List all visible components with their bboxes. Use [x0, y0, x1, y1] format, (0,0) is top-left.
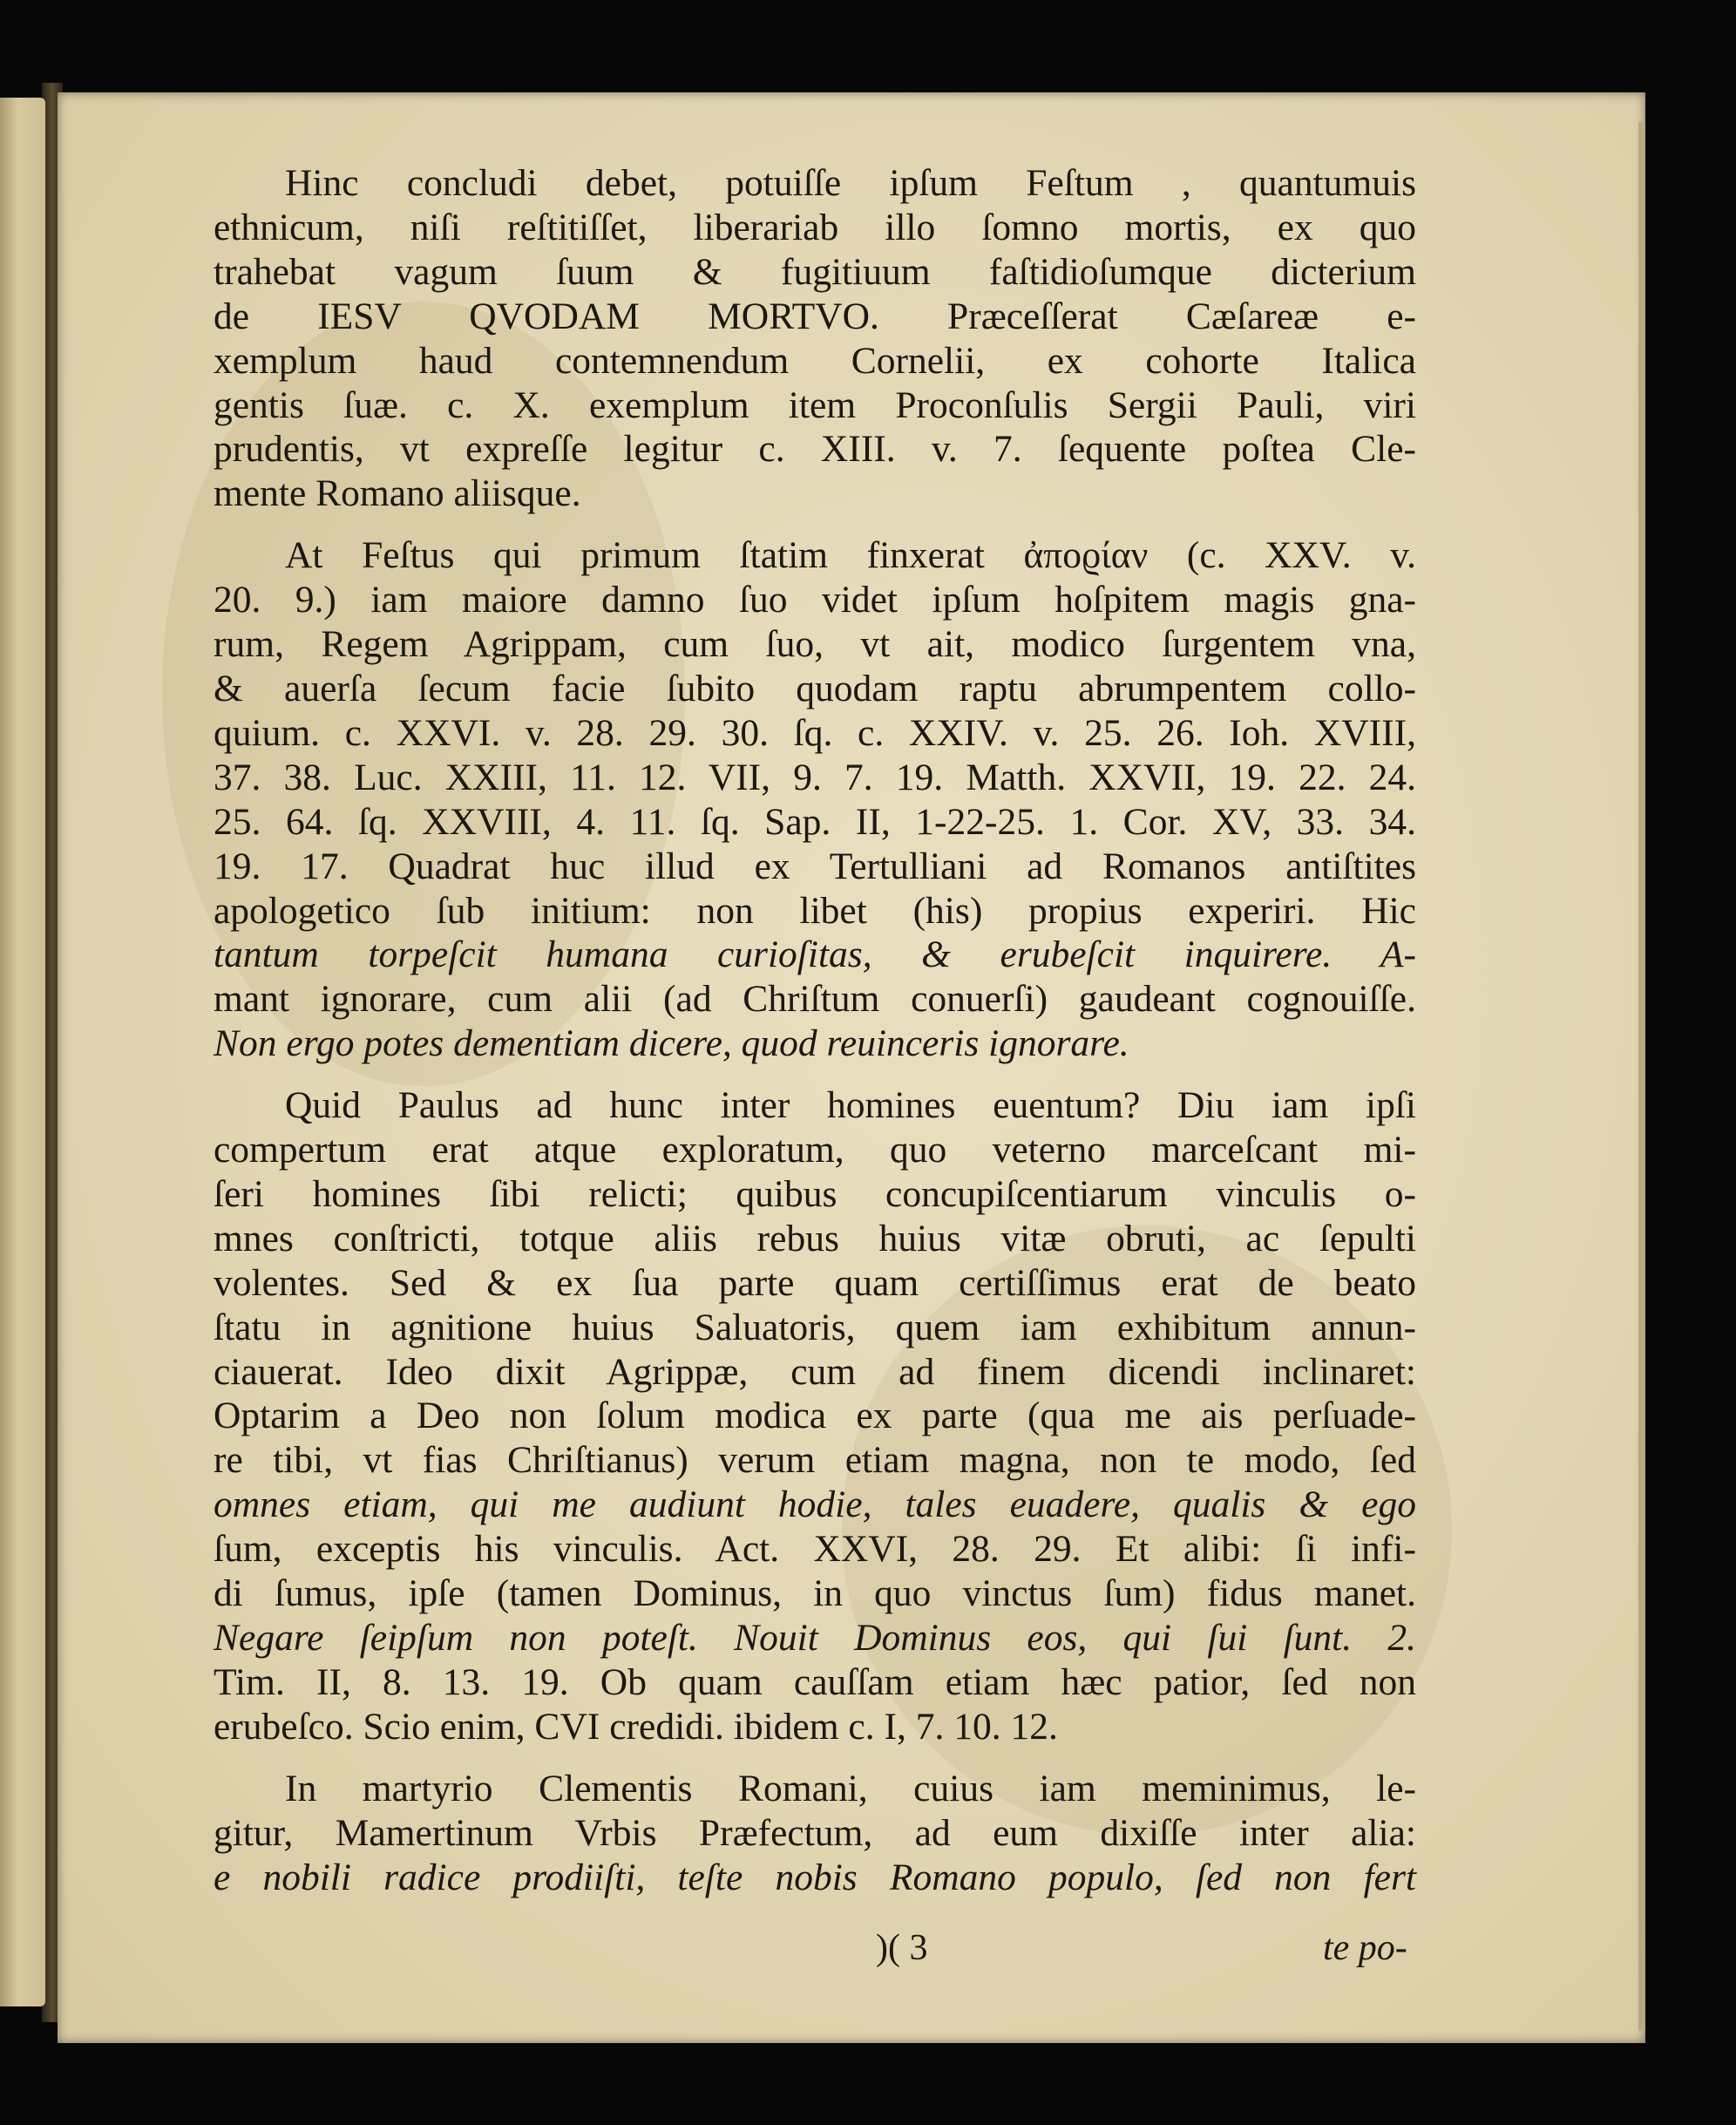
- text-line: Optarim a Deo non ſolum modica ex parte (qua me ais perſuade-: [214, 1395, 1416, 1437]
- text-line: e nobili radice prodiiſti, teſte nobis Romano populo, ſed non fert: [214, 1856, 1416, 1898]
- text-line: quium. c. XXVI. v. 28. 29. 30. ſq. c. XXIV. v. 25. 26. Ioh. XVIII,: [214, 711, 1416, 754]
- text-line: prudentis, vt expreſſe legitur c. XIII. v. 7. ſequente poſtea Cle-: [214, 428, 1416, 471]
- text-line: Non ergo potes dementiam dicere, quod reuinceris ignorare.: [214, 1022, 1129, 1065]
- text-line: 19. 17. Quadrat huc illud ex Tertulliani ad Romanos antiſtites: [214, 845, 1416, 887]
- text-line: rum, Regem Agrippam, cum ſuo, vt ait, modico ſurgentem vna,: [214, 623, 1416, 666]
- text-line: 25. 64. ſq. XXVIII, 4. 11. ſq. Sap. II, 1-22-25. 1. Cor. XV, 33. 34.: [214, 800, 1416, 843]
- text-line: ciauerat. Ideo dixit Agrippæ, cum ad finem dicendi inclinaret:: [214, 1350, 1416, 1393]
- text-line: re tibi, vt fias Chriſtianus) verum etiam magna, non te modo, ſed: [214, 1439, 1416, 1482]
- text-line: Hinc concludi debet, potuiſſe ipſum Feſtum , quantumuis: [285, 162, 1416, 204]
- text-line: tantum torpeſcit humana curioſitas, & erubeſcit inquirere. A-: [214, 934, 1416, 976]
- text-line: di ſumus, ipſe (tamen Dominus, in quo vinctus ſum) fidus manet.: [214, 1572, 1416, 1615]
- text-line: Tim. II, 8. 13. 19. Ob quam cauſſam etiam hæc patior, ſed non: [214, 1660, 1416, 1703]
- page-text: [214, 161, 1416, 1899]
- text-line: At Feſtus qui primum ſtatim finxerat ἀποϱίαν (c. XXV. v.: [285, 534, 1416, 577]
- text-line: Negare ſeipſum non poteſt. Nouit Dominus eos, qui ſui ſunt. 2.: [214, 1617, 1416, 1659]
- signature-mark: )( 3: [876, 1928, 928, 1968]
- text-line: erubeſco. Scio enim, CVI credidi. ibidem c. I, 7. 10. 12.: [214, 1705, 1058, 1748]
- text-line: ſeri homines ſibi relicti; quibus concupiſcentiarum vinculis o-: [214, 1172, 1416, 1215]
- text-line: mant ignorare, cum alii (ad Chriſtum conuerſi) gaudeant cognouiſſe.: [214, 978, 1416, 1021]
- text-line: mnes conſtricti, totque aliis rebus huius vitæ obruti, ac ſepulti: [214, 1217, 1416, 1259]
- text-line: 37. 38. Luc. XXIII, 11. 12. VII, 9. 7. 19. Matth. XXVII, 19. 22. 24.: [214, 756, 1416, 798]
- text-line: & auerſa ſecum facie ſubito quodam raptu abrumpentem collo-: [214, 667, 1416, 709]
- text-line: ethnicum, niſi reſtitiſſet, liberariab illo ſomno mortis, ex quo: [214, 206, 1416, 248]
- text-line: ſtatu in agnitione huius Saluatoris, quem iam exhibitum annun-: [214, 1306, 1416, 1348]
- text-line: xemplum haud contemnendum Cornelii, ex cohorte Italica: [214, 339, 1416, 382]
- text-line: ſum, exceptis his vinculis. Act. XXVI, 28. 29. Et alibi: ſi infi-: [214, 1528, 1416, 1571]
- text-line: gitur, Mamertinum Vrbis Præfectum, ad eum dixiſſe inter alia:: [214, 1811, 1416, 1854]
- text-line: de IESV QVODAM MORTVO. Præceſſerat Cæſareæ e-: [214, 295, 1416, 337]
- text-line: Quid Paulus ad hunc inter homines euentum? Diu iam ipſi: [285, 1084, 1416, 1127]
- page-edge: [1638, 122, 1645, 2031]
- facing-page-edge: [0, 98, 45, 2006]
- catchword: te po-: [1323, 1928, 1407, 1968]
- text-line: mente Romano aliisque.: [214, 472, 581, 515]
- text-line: omnes etiam, qui me audiunt hodie, tales euadere, qualis & ego: [214, 1483, 1416, 1526]
- text-line: trahebat vagum ſuum & fugitiuum faſtidioſumque dicterium: [214, 250, 1416, 293]
- text-line: In martyrio Clementis Romani, cuius iam meminimus, le-: [285, 1767, 1416, 1809]
- text-line: 20. 9.) iam maiore damno ſuo videt ipſum hoſpitem magis gna-: [214, 579, 1416, 621]
- text-line: gentis ſuæ. c. X. exemplum item Proconſulis Sergii Pauli, viri: [214, 384, 1416, 426]
- text-line: volentes. Sed & ex ſua parte quam certiſſimus erat de beato: [214, 1261, 1416, 1304]
- text-line: compertum erat atque exploratum, quo veterno marceſcant mi-: [214, 1129, 1416, 1171]
- text-line: apologetico ſub initium: non libet (his) propius experiri. Hic: [214, 889, 1416, 932]
